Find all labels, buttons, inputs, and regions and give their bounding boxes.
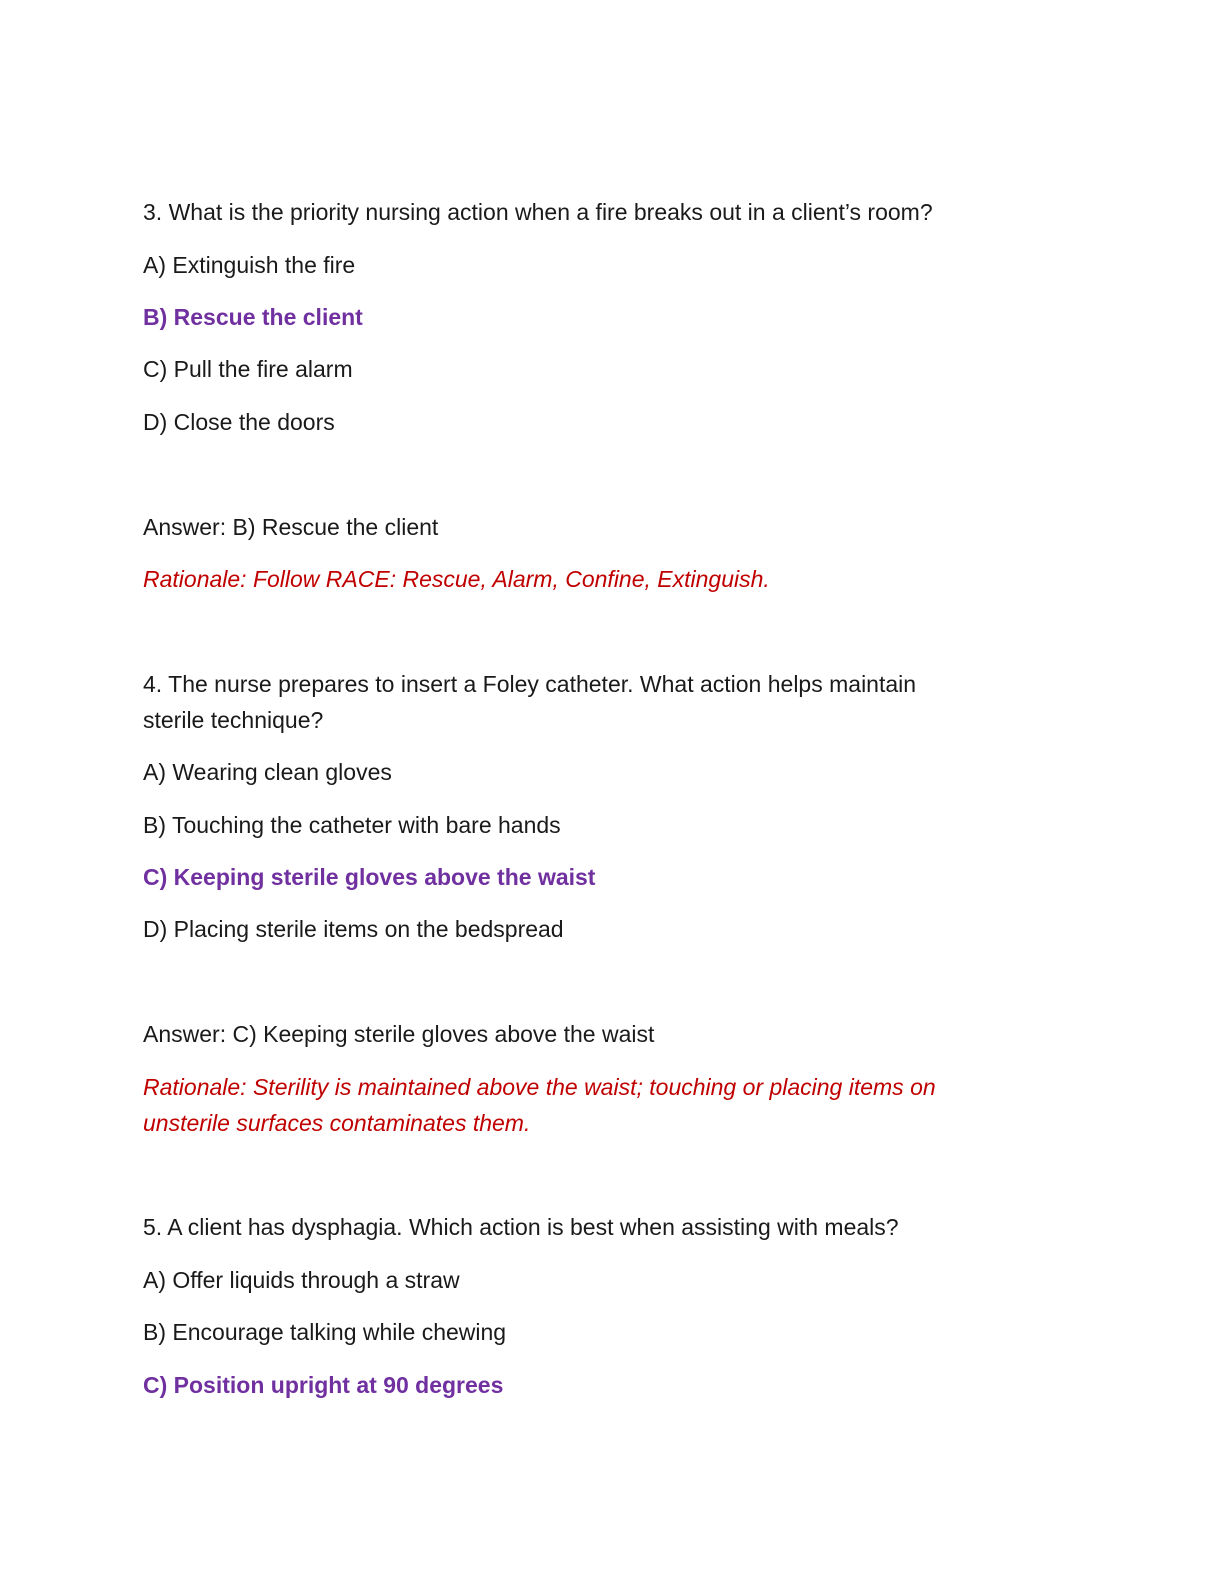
question-5-option-b: B) Encourage talking while chewing xyxy=(143,1319,507,1345)
question-3-option-d: D) Close the doors xyxy=(143,409,335,435)
question-3-option-a: A) Extinguish the fire xyxy=(143,252,356,278)
question-4-option-b: B) Touching the catheter with bare hands xyxy=(143,812,561,838)
question-4-option-c-correct: C) Keeping sterile gloves above the waist xyxy=(143,864,596,890)
question-4-rationale-line2: unsterile surfaces contaminates them. xyxy=(143,1110,531,1136)
question-4-text-line1: 4. The nurse prepares to insert a Foley catheter. What action helps maintain xyxy=(143,671,917,697)
question-5-option-a: A) Offer liquids through a straw xyxy=(143,1267,460,1293)
question-4-text-line2: sterile technique? xyxy=(143,707,324,733)
question-4-option-d: D) Placing sterile items on the bedspread xyxy=(143,916,564,942)
question-3-text: 3. What is the priority nursing action when a fire breaks out in a client’s room? xyxy=(143,199,933,225)
question-5-option-c-correct: C) Position upright at 90 degrees xyxy=(143,1372,504,1398)
question-4-rationale-line1: Rationale: Sterility is maintained above the waist; touching or placing items on xyxy=(143,1074,936,1100)
question-5-text: 5. A client has dysphagia. Which action is best when assisting with meals? xyxy=(143,1214,899,1240)
question-3-rationale: Rationale: Follow RACE: Rescue, Alarm, Confine, Extinguish. xyxy=(143,566,770,592)
question-3-answer: Answer: B) Rescue the client xyxy=(143,514,439,540)
question-4-answer: Answer: C) Keeping sterile gloves above the waist xyxy=(143,1021,655,1047)
question-3-option-b-correct: B) Rescue the client xyxy=(143,304,363,330)
question-4-option-a: A) Wearing clean gloves xyxy=(143,759,392,785)
question-3-option-c: C) Pull the fire alarm xyxy=(143,356,353,382)
